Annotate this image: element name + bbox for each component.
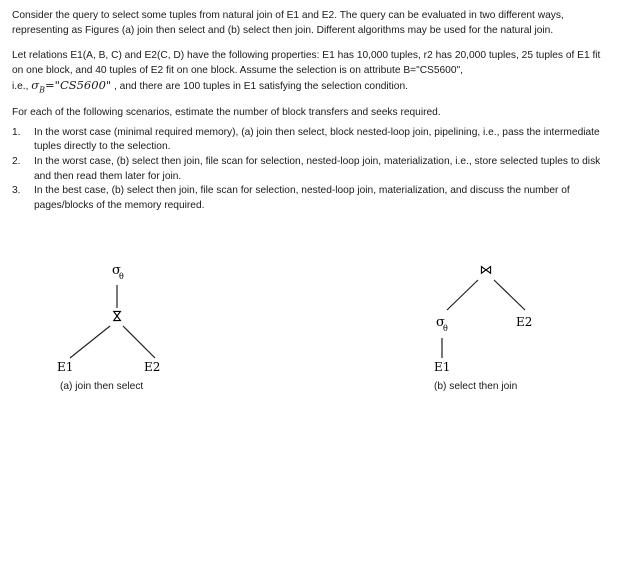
- diagram-b-e2: E2: [516, 315, 533, 329]
- diagram-b-e1: E1: [434, 360, 451, 374]
- diagram-b-join-symbol: ⋈: [479, 263, 493, 278]
- diagram-a-sigma: σ: [112, 263, 121, 278]
- scenario-item: [12, 184, 612, 213]
- relations-text: Let relations E1(A, B, C) and E2(C, D) have the following properties: E1 has 10,000 tuples, r2 has 20,000 tuples, 25 tuples of E1 fit on one block, and 40 tuples of E2 fit on one block. Assume the selection is on attribute B="CS5600",: [12, 50, 601, 76]
- diagram-a-e1: E1: [57, 360, 74, 374]
- diagram-join-then-select: [55, 258, 195, 383]
- relations-paragraph: [12, 49, 612, 98]
- scenario-number: 1.: [12, 126, 21, 138]
- selection-sigma: σ: [31, 78, 40, 93]
- diagram-a-join-symbol: ⋈: [109, 309, 124, 323]
- scenario-text: In the worst case, (b) select then join, file scan for selection, nested-loop join, materialization, i.e., store selected tuples to disk and then read them later for join.: [34, 156, 601, 182]
- document-body: [12, 9, 612, 213]
- relations-tail: , and there are 100 tuples in E1 satisfying the selection condition.: [111, 81, 408, 93]
- scenario-item: [12, 155, 612, 184]
- diagram-a-caption: (a) join then select: [60, 381, 144, 392]
- diagram-select-then-join: [425, 258, 565, 383]
- scenario-item: [12, 126, 612, 155]
- diagram-b-sigma: σ: [436, 315, 445, 330]
- diagram-a-left-edge: [70, 326, 110, 358]
- scenario-number: 2.: [12, 156, 21, 168]
- scenario-text: In the worst case (minimal required memory), (a) join then select, block nested-loop join, pipelining, i.e., pass the intermediate tuples directly to the selection.: [34, 126, 600, 153]
- selection-condition: ="CS5600": [45, 78, 112, 93]
- relations-ie: i.e.,: [12, 81, 32, 93]
- diagram-a-theta: θ: [119, 272, 124, 281]
- selection-subscript: B: [39, 85, 46, 95]
- diagram-b-caption: (b) select then join: [434, 381, 518, 392]
- instructions-paragraph: For each of the following scenarios, estimate the number of block transfers and seeks required.: [12, 107, 441, 119]
- selection-expression: [31, 78, 112, 95]
- intro-paragraph: Consider the query to select some tuples from natural join of E1 and E2. The query can be evaluated in two different ways, representing as Figures (a) join then select and (b) select then join. Different algorithms may be used for the natural join.: [12, 10, 564, 36]
- scenario-text: In the best case, (b) select then join, file scan for selection, nested-loop join, materialization, and discuss the number of pages/blocks of the memory required.: [34, 185, 570, 211]
- diagram-b-right-edge: [494, 280, 525, 310]
- diagram-a-e2: E2: [144, 360, 161, 374]
- scenario-list: [12, 126, 612, 214]
- scenario-number: 3.: [12, 185, 21, 197]
- diagram-b-theta: θ: [443, 324, 448, 333]
- diagram-a-right-edge: [123, 326, 155, 358]
- diagram-b-left-edge: [447, 280, 478, 310]
